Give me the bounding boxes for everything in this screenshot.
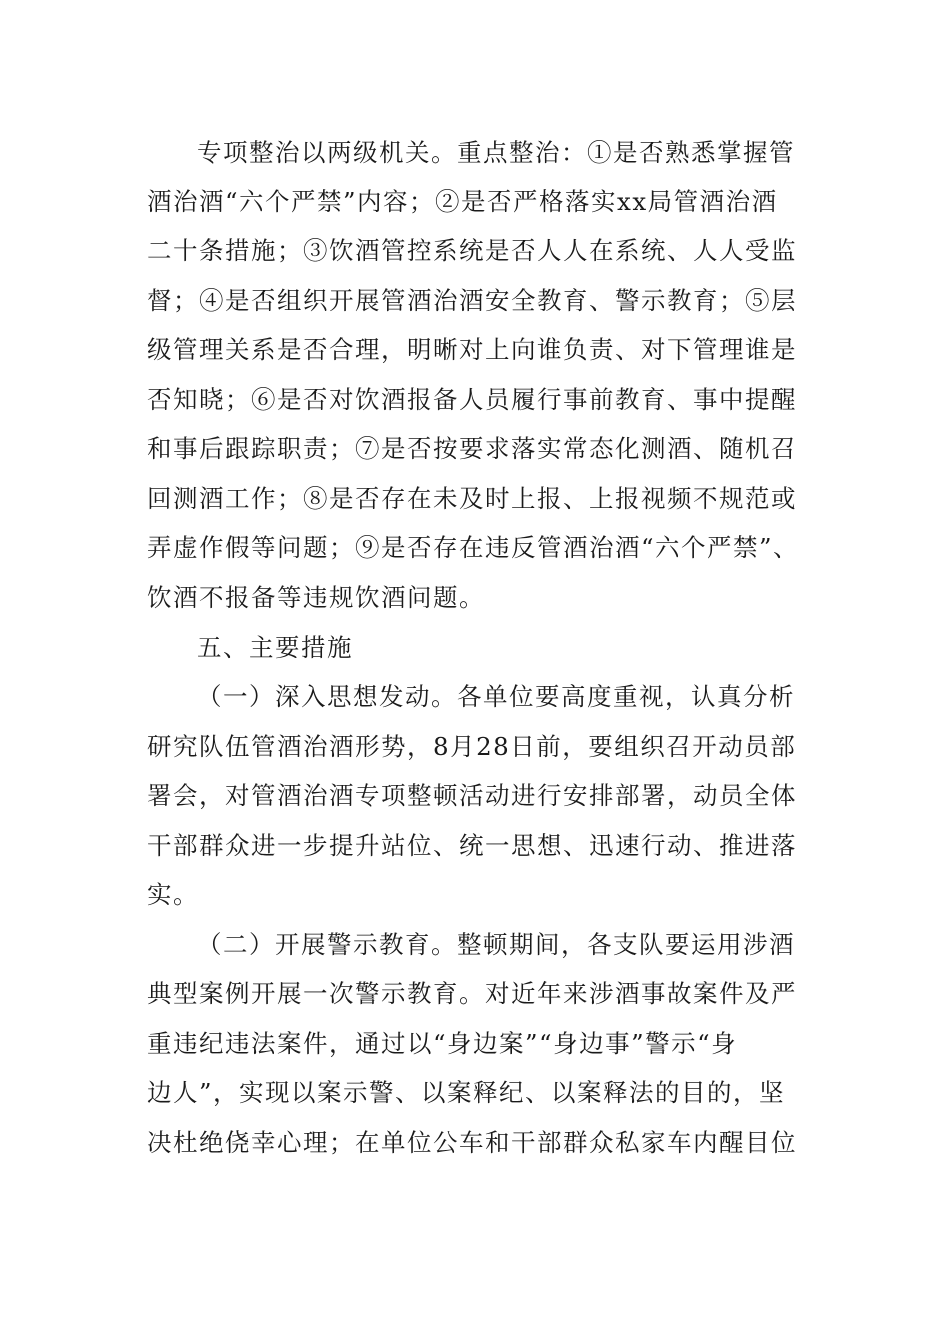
text-line: 决杜绝侥幸心理；在单位公车和干部群众私家车内醒目位 (147, 1128, 797, 1157)
text-line: 饮酒不报备等违规饮酒问题。 (147, 583, 485, 612)
text-line: 署会，对管酒治酒专项整顿活动进行安排部署，动员全体 (147, 781, 797, 810)
text-line: 否知晓；⑥是否对饮酒报备人员履行事前教育、事中提醒 (147, 385, 797, 414)
text-line: 督；④是否组织开展管酒治酒安全教育、警示教育；⑤层 (147, 286, 797, 315)
text-line: 重违纪违法案件，通过以“身边案”“身边事”警示“身 (147, 1029, 738, 1058)
section-heading: 五、主要措施 (197, 633, 353, 662)
text-line: 回测酒工作；⑧是否存在未及时上报、上报视频不规范或 (147, 484, 797, 513)
text-line: （一）深入思想发动。各单位要高度重视，认真分析 (197, 682, 795, 711)
text-line: 专项整治以两级机关。重点整治：①是否熟悉掌握管 (197, 138, 795, 167)
text-line: 典型案例开展一次警示教育。对近年来涉酒事故案件及严 (147, 979, 797, 1008)
text-line: 干部群众进一步提升站位、统一思想、迅速行动、推进落 (147, 831, 797, 860)
text-line: 酒治酒“六个严禁”内容；②是否严格落实xx局管酒治酒 (147, 187, 778, 216)
text-line: 边人”，实现以案示警、以案释纪、以案释法的目的，坚 (147, 1078, 786, 1107)
text-line: 实。 (147, 880, 199, 909)
text-line: 和事后跟踪职责；⑦是否按要求落实常态化测酒、随机召 (147, 434, 797, 463)
text-line: 级管理关系是否合理，明晰对上向谁负责、对下管理谁是 (147, 335, 797, 364)
text-line: 研究队伍管酒治酒形势，8月28日前，要组织召开动员部 (147, 732, 797, 761)
text-line: （二）开展警示教育。整顿期间，各支队要运用涉酒 (197, 930, 795, 959)
text-line: 弄虚作假等问题；⑨是否存在违反管酒治酒“六个严禁”、 (147, 533, 800, 562)
text-line: 二十条措施；③饮酒管控系统是否人人在系统、人人受监 (147, 236, 797, 265)
